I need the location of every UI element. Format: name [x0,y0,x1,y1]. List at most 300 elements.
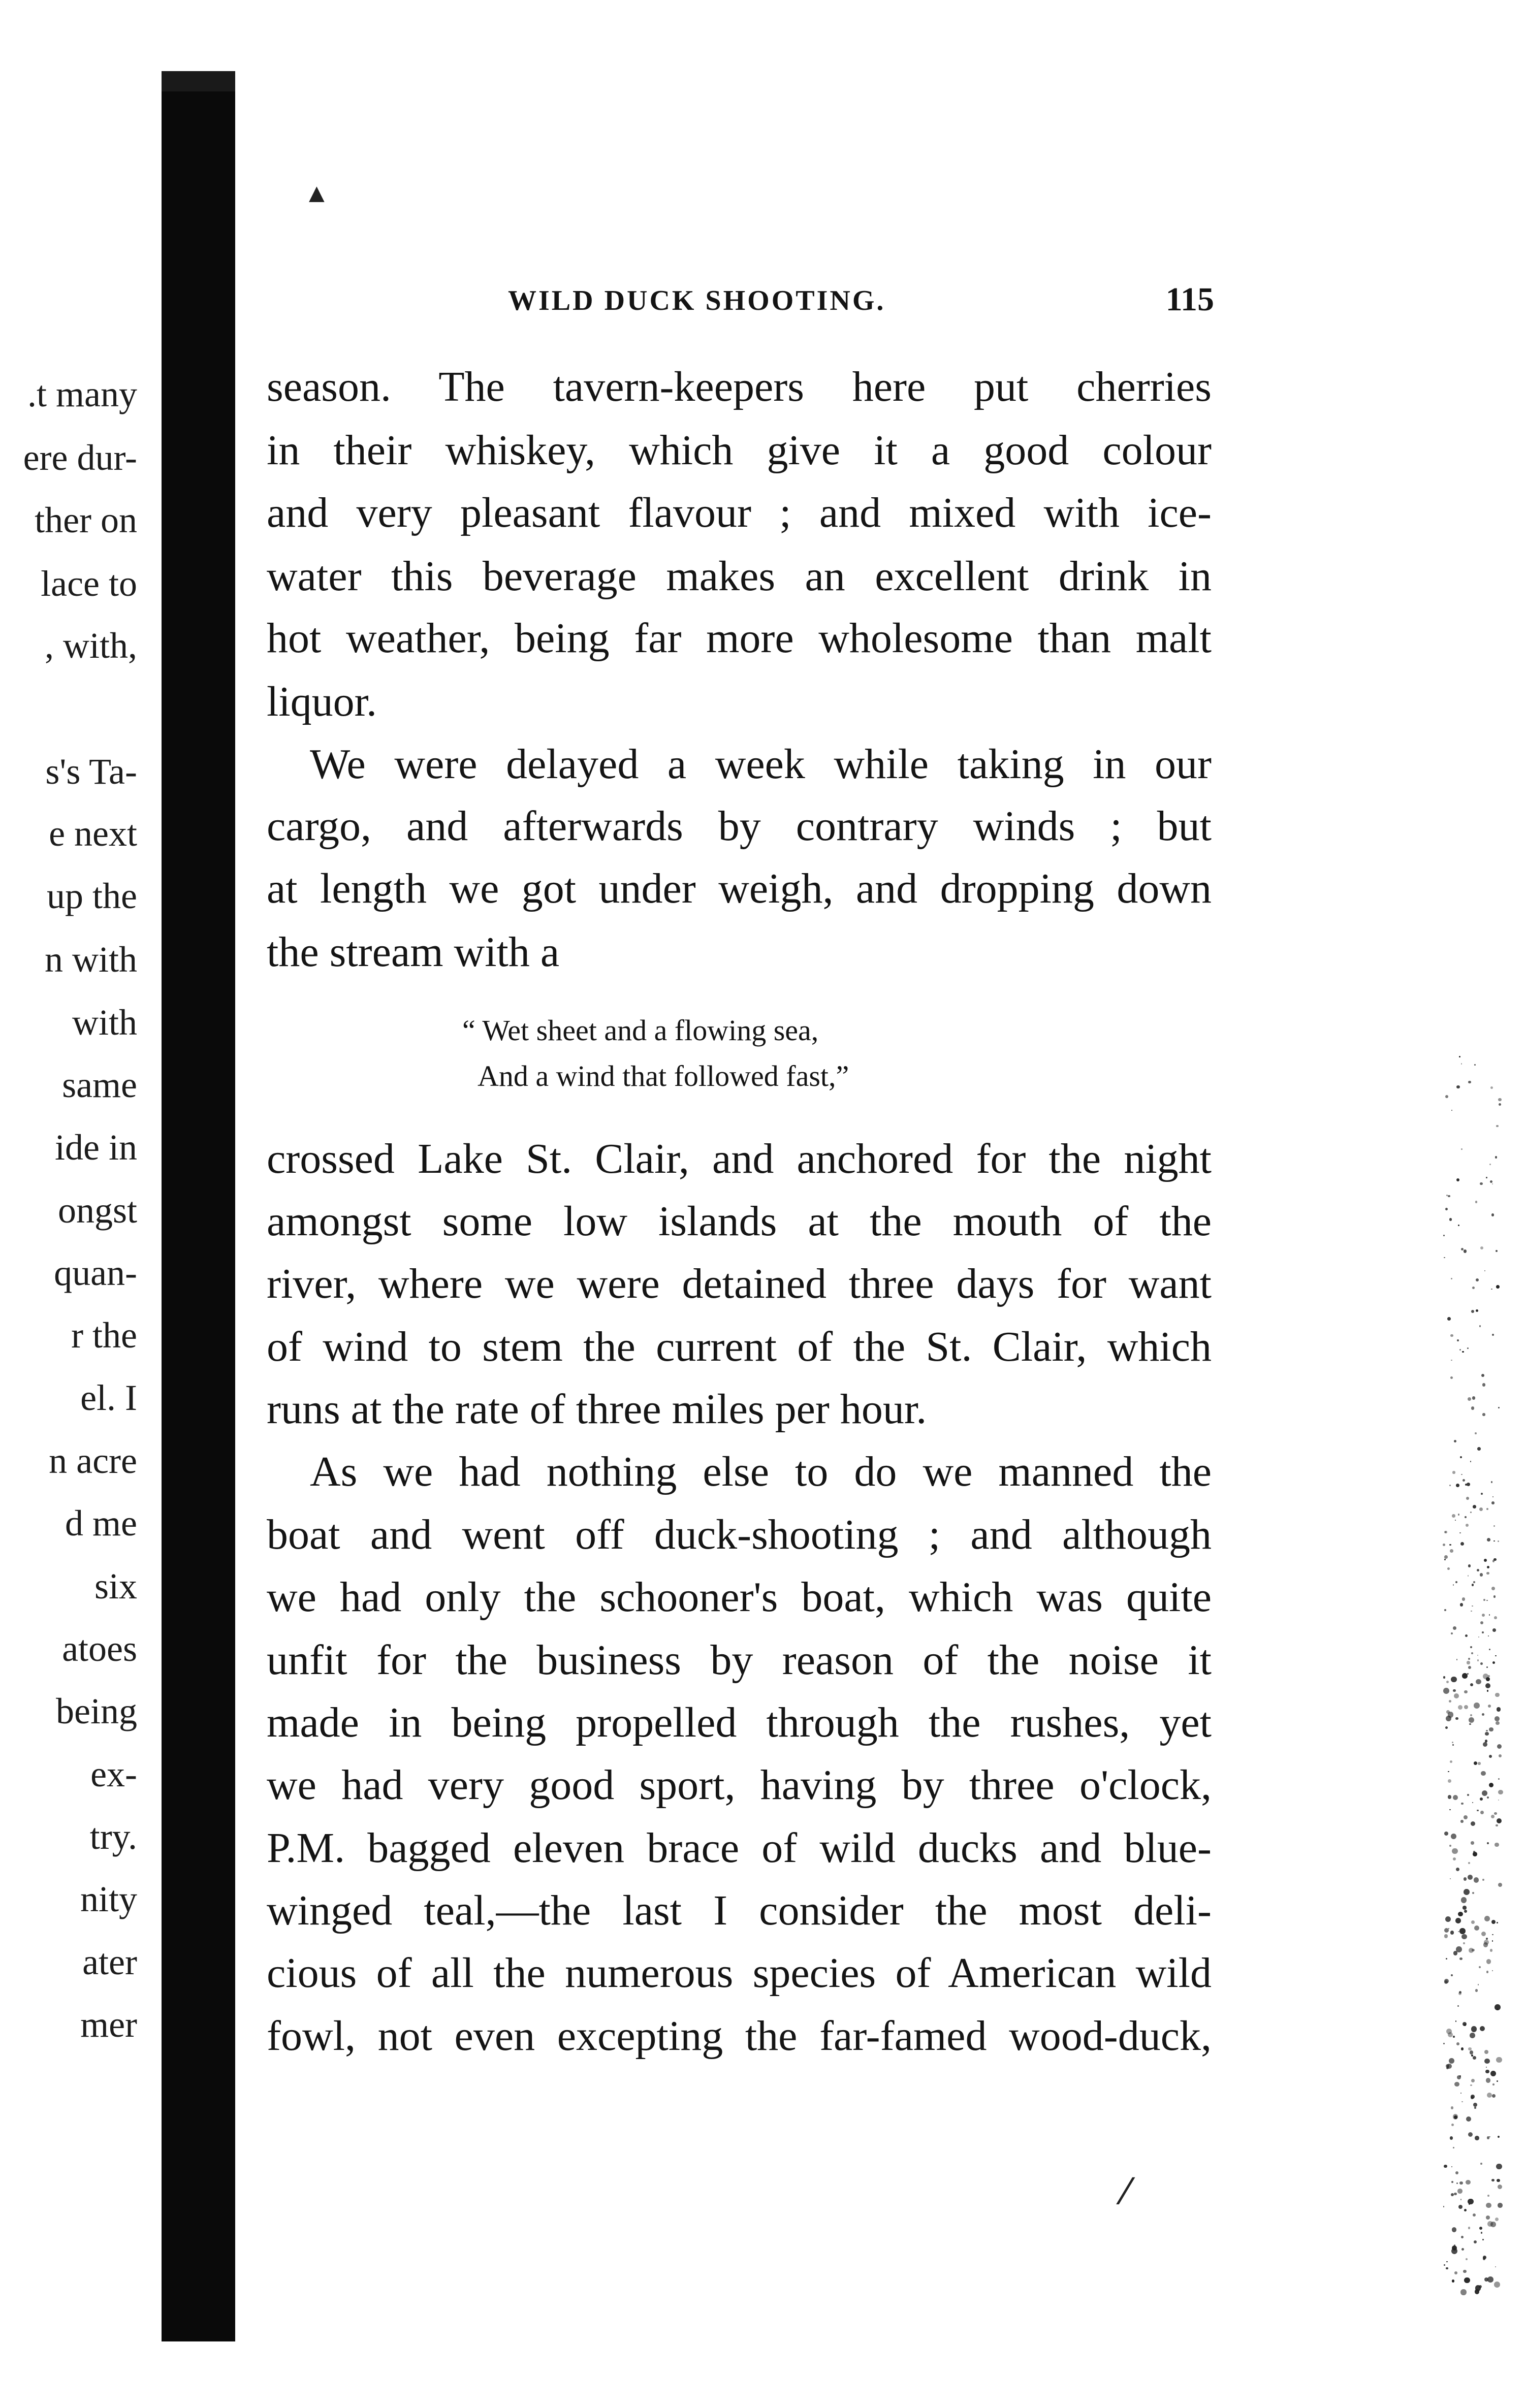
running-head-title: WILD DUCK SHOOTING. [508,285,886,316]
scan-speckle [1478,1636,1479,1638]
scan-speckle [1456,1868,1459,1871]
scan-speckle [1470,1683,1473,1686]
scan-speckle [1463,1906,1466,1909]
scan-speckle [1468,1081,1471,1084]
scan-speckle [1464,1815,1468,1819]
scan-speckle [1452,1742,1453,1743]
scan-speckle [1443,1676,1446,1679]
scan-speckle [1451,1834,1456,1839]
scan-speckle [1454,1693,1459,1698]
scan-speckle [1476,1679,1481,1685]
facing-line: ater [82,1942,137,1982]
scan-speckle [1464,1705,1468,1709]
scan-speckle [1461,2047,1464,2050]
scan-speckle [1491,1815,1495,1818]
scan-speckle [1486,2216,1490,2220]
scan-speckle [1468,1575,1469,1577]
scan-speckle [1453,1689,1456,1692]
scan-speckle [1489,2136,1490,2137]
scan-speckle [1466,2180,1470,2185]
scan-speckle [1471,2026,1477,2032]
scan-speckle [1471,1920,1475,1924]
scan-speckle [1488,1705,1491,1708]
scan-speckle [1459,2181,1463,2185]
scan-speckle [1473,2056,1476,2060]
scan-speckle [1457,2005,1459,2007]
binding-gutter [162,71,235,2341]
scan-speckle [1467,1661,1470,1664]
scan-speckle [1487,2195,1489,2197]
scan-speckle [1493,1558,1497,1561]
scan-speckle [1470,1646,1472,1648]
scan-speckle [1471,2079,1475,2082]
scan-speckle [1467,1347,1469,1349]
verse-quote-line-1: “ Wet sheet and a flowing sea, [462,1014,819,1047]
scan-speckle [1492,1661,1495,1664]
facing-line: ere dur- [23,437,137,478]
scan-speckle [1474,1877,1479,1882]
scan-speckle [1458,1225,1459,1226]
scan-speckle [1453,1857,1456,1861]
scan-speckle [1443,2043,1445,2044]
scan-speckle [1454,2082,1459,2087]
scan-speckle [1477,1810,1479,1812]
scan-speckle [1489,1649,1490,1650]
scan-speckle [1483,1942,1488,1947]
text-line: crossed Lake St. Clair, and anchored for the night [267,1135,1212,1182]
scan-speckle [1465,1516,1467,1518]
scan-speckle [1492,2094,1496,2098]
scan-speckle [1458,1514,1459,1515]
text-line: liquor. [267,678,377,725]
scan-speckle [1489,1164,1490,1165]
scan-speckle [1477,1655,1478,1656]
scan-speckle [1449,1218,1452,1221]
scan-speckle [1460,2093,1461,2094]
scan-speckle [1458,1705,1463,1710]
scan-speckle [1481,1374,1484,1377]
scan-speckle [1444,1531,1447,1533]
scan-speckle [1499,1103,1501,1106]
scan-speckle [1456,1659,1458,1660]
stray-mark: ▲ [309,181,325,205]
scan-speckle [1482,1790,1487,1796]
scan-speckle [1480,1797,1483,1801]
scan-speckle [1497,1744,1502,1749]
scan-speckle [1445,1208,1448,1210]
scan-speckle [1483,1742,1487,1747]
scan-speckle [1488,1635,1489,1636]
scan-speckle [1495,2266,1496,2267]
scan-speckle [1443,2206,1445,2207]
scan-speckle [1489,1783,1493,1787]
scan-speckle [1468,1862,1470,1864]
scan-speckle [1461,2101,1463,2102]
scan-speckle [1497,2080,1498,2082]
facing-line: n with [44,939,137,980]
scan-speckle [1482,2239,1484,2240]
scan-speckle [1475,1201,1478,1203]
scan-speckle [1483,2257,1485,2260]
scan-speckle [1492,2083,1494,2085]
text-line: winged teal,—the last I consider the most deli- [267,1887,1212,1934]
scan-speckle [1461,1803,1463,1805]
scan-speckle [1444,1832,1448,1836]
scan-speckle [1471,1406,1475,1410]
scan-speckle [1472,1287,1475,1289]
scan-speckle [1443,1544,1445,1546]
scan-speckle [1451,1974,1453,1976]
scan-speckle [1485,1683,1490,1688]
scan-speckle [1449,1700,1451,1703]
scan-speckle [1464,1877,1467,1881]
scan-speckle [1460,1820,1463,1822]
scan-speckle [1495,1843,1499,1847]
stray-mark: ⁄ [1123,2171,1129,2212]
scan-speckle [1475,1989,1478,1992]
scan-speckle [1458,1912,1463,1916]
scan-speckle [1446,1681,1449,1683]
scan-speckle [1486,2078,1491,2083]
scan-speckle [1463,1479,1465,1482]
scan-speckle [1446,1958,1447,1960]
scan-speckle [1472,1606,1473,1607]
scan-speckle [1448,1195,1450,1197]
scan-speckle [1471,1841,1474,1844]
scan-speckle [1452,1471,1455,1473]
scan-speckle [1480,2163,1482,2165]
scan-speckle [1486,1971,1489,1973]
scan-speckle [1471,1821,1476,1826]
facing-line: n acre [49,1440,137,1481]
scan-speckle [1470,1512,1472,1513]
text-line: cious of all the numerous species of American wild [267,1949,1212,1997]
scan-speckle [1486,2203,1491,2208]
scan-speckle [1466,1497,1469,1500]
facing-line: try. [89,1816,137,1857]
text-line: P.M. bagged eleven brace of wild ducks and blue- [267,1824,1212,1872]
scan-speckle [1449,2058,1455,2064]
scan-speckle [1490,1086,1493,1089]
scan-speckle [1445,1726,1448,1729]
scan-speckle [1444,1928,1449,1933]
scan-speckle [1449,1485,1451,1486]
scan-speckle [1463,1942,1466,1945]
scan-speckle [1456,1178,1459,1181]
binding-gutter-top [162,71,235,91]
scan-speckle [1467,1673,1469,1675]
scan-speckle [1462,1351,1464,1353]
scan-speckle [1473,1852,1477,1856]
scan-speckle [1468,1666,1471,1669]
scan-speckle [1470,2050,1474,2054]
scan-speckle [1466,2116,1471,2122]
scan-speckle [1474,2107,1476,2109]
scan-speckle [1495,1156,1497,1158]
scan-speckle [1480,1662,1483,1665]
scan-speckle [1478,1762,1480,1764]
scan-speckle [1454,2193,1456,2195]
scan-speckle [1498,1790,1503,1795]
scan-speckle [1453,2147,1454,2148]
scan-speckle [1468,2227,1470,2229]
facing-line: .t many [27,374,137,414]
scan-speckle [1473,2213,1476,2217]
scan-speckle [1486,1600,1487,1601]
scan-speckle [1491,1481,1492,1483]
scan-speckle [1464,2277,1470,2283]
scan-speckle [1473,1505,1476,1508]
scan-speckle [1456,1085,1460,1089]
scan-speckle [1461,1474,1463,1475]
scan-speckle [1459,1056,1460,1057]
facing-line: e next [49,813,137,854]
scan-speckle [1469,1717,1474,1723]
scan-speckle [1444,1934,1448,1938]
scan-speckle [1454,1440,1456,1442]
scan-speckle [1470,2084,1472,2086]
scan-speckle [1466,1524,1469,1527]
scan-speckle [1453,1626,1456,1630]
facing-line: r the [71,1315,137,1356]
scan-speckle [1450,2136,1453,2140]
text-line: at length we got under weigh, and dropping down [267,865,1212,912]
scan-speckle [1451,1110,1453,1111]
scan-speckle [1461,2248,1464,2251]
scan-speckle [1486,1730,1488,1732]
scan-speckle [1487,1538,1490,1542]
scan-speckle [1490,2071,1496,2076]
scan-speckle [1495,1716,1500,1721]
scan-speckle [1486,1959,1491,1964]
scan-speckle [1493,1525,1495,1527]
scan-speckle [1443,1688,1449,1694]
facing-line: ex- [90,1754,137,1794]
scan-speckle [1452,2227,1457,2232]
scan-speckle [1484,2059,1489,2064]
scan-speckle [1468,2132,1473,2137]
scan-speckle [1484,1916,1490,1921]
scan-speckle [1487,1566,1490,1569]
scan-speckle [1444,1257,1445,1258]
scan-speckle [1495,1655,1496,1656]
facing-line: ongst [57,1190,137,1231]
scan-speckle [1479,1966,1481,1968]
scan-speckle [1496,2164,1502,2169]
text-line: in their whiskey, which give it a good colour [267,427,1212,474]
scan-speckle [1451,1677,1457,1683]
scan-speckle [1464,1690,1467,1693]
scan-speckle [1451,1632,1453,1634]
scan-speckle [1494,1616,1497,1619]
scan-speckle [1453,2114,1458,2119]
scan-speckle [1482,1879,1484,1881]
scan-speckle [1457,2189,1462,2193]
scan-speckle [1481,1771,1485,1776]
scan-speckle [1490,1180,1492,1183]
scan-speckle [1466,2258,1468,2260]
scan-speckle [1449,1845,1451,1847]
scan-speckle [1499,1754,1502,1757]
facing-line: atoes [62,1628,137,1669]
scan-speckle [1446,2267,1448,2270]
scan-speckle [1448,1779,1451,1783]
scan-speckle [1461,2236,1464,2238]
facing-line: quan- [54,1253,137,1293]
scan-speckle [1469,1723,1471,1725]
scan-speckle [1462,1597,1465,1600]
scan-speckle [1487,2276,1493,2283]
scan-speckle [1496,1125,1499,1128]
text-line: river, where we were detained three days for want [267,1260,1212,1307]
scan-speckle [1476,1278,1479,1282]
scan-speckle [1492,1334,1494,1336]
scan-speckle [1487,1690,1489,1692]
scan-speckle [1474,2240,1477,2243]
scan-speckle [1495,1693,1499,1697]
scan-speckle [1453,1584,1454,1585]
scan-speckle [1472,1584,1474,1586]
scan-speckle [1444,1559,1446,1560]
text-line: fowl, not even excepting the far-famed wood-duck, [267,2012,1212,2060]
text-line: of wind to stem the current of the St. Clair, which [267,1323,1212,1370]
scan-speckle [1495,2218,1499,2221]
scan-speckle [1483,1599,1485,1601]
scan-speckle [1484,1559,1487,1562]
scan-speckle [1486,1177,1487,1178]
scan-speckle [1460,2289,1466,2295]
scan-speckle [1448,1771,1449,1773]
scan-speckle [1488,1675,1490,1677]
scan-speckle [1469,2203,1470,2205]
scan-speckle [1498,2136,1500,2138]
verse-quote-line-2: And a wind that followed fast,” [478,1059,849,1093]
scan-speckle [1487,2093,1492,2098]
scan-speckle [1491,2179,1495,2182]
scan-speckle [1472,1892,1474,1894]
scan-speckle [1452,1848,1457,1854]
scan-speckle [1459,1928,1465,1934]
text-line: season. The tavern-keepers here put cherries [267,363,1212,410]
scan-speckle [1480,1246,1483,1249]
scan-speckle [1487,1796,1489,1799]
scan-speckle [1452,1744,1454,1746]
scan-speckle [1482,1383,1486,1387]
scan-speckle [1472,1396,1476,1400]
scan-speckle [1481,2232,1482,2233]
scan-speckle [1485,2070,1489,2074]
paragraph-first-line: As we had nothing else to do we manned the [310,1448,1212,1495]
scan-speckle [1460,1542,1464,1546]
scan-speckle [1480,1621,1483,1624]
scan-speckle [1445,1916,1451,1922]
scan-speckle [1480,1182,1483,1185]
scan-speckle [1463,2270,1467,2273]
scan-speckle [1468,1564,1471,1567]
scan-speckle [1448,1795,1451,1799]
scan-speckle [1450,1334,1453,1337]
scan-speckle [1498,2185,1502,2189]
scan-speckle [1471,1652,1473,1654]
facing-line: el. I [80,1377,137,1418]
scan-speckle [1450,1931,1454,1935]
scan-speckle [1449,1809,1450,1810]
scan-speckle [1451,2166,1452,2167]
scan-speckle [1468,1658,1470,1660]
scan-speckle [1458,1931,1459,1933]
scan-speckle [1470,2033,1475,2038]
scan-speckle [1455,1520,1456,1521]
scan-speckle [1498,1778,1500,1780]
scan-speckle [1486,2067,1487,2068]
scan-speckle [1464,1889,1470,1895]
scan-speckle [1493,1595,1496,1598]
scan-speckle [1459,1349,1461,1351]
scan-speckle [1492,1628,1496,1632]
scan-speckle [1447,1317,1451,1321]
text-line: we had very good sport, having by three o'clock, [267,1761,1212,1809]
scan-speckle [1497,1922,1498,1923]
facing-line: , with, [44,625,137,666]
scan-speckle [1496,1721,1499,1725]
scan-speckle [1458,2205,1463,2209]
scan-speckle [1461,1148,1463,1150]
scan-speckle [1490,1949,1493,1952]
scan-speckle [1444,1609,1446,1611]
scan-speckle [1498,1407,1500,1408]
scan-speckle [1487,1842,1489,1844]
facing-line: lace to [41,563,137,604]
scan-speckle [1470,1461,1472,1462]
scan-speckle [1474,1703,1480,1709]
scan-speckle [1481,1932,1486,1936]
scan-speckle [1487,2221,1493,2227]
scan-speckle [1482,1413,1485,1416]
scan-speckle [1473,1581,1475,1583]
scan-speckle [1446,1710,1450,1714]
scan-speckle [1485,1732,1488,1736]
scan-speckle [1468,1397,1471,1401]
scan-speckle [1498,1883,1503,1887]
scan-speckle [1496,1285,1500,1289]
scan-speckle [1493,1540,1495,1542]
scan-speckle [1467,1483,1470,1486]
scan-speckle [1479,1507,1483,1511]
scan-speckle [1464,1910,1467,1913]
scan-speckle [1474,1064,1476,1066]
text-line: we had only the schooner's boat, which was quite [267,1574,1212,1621]
facing-line: up the [47,876,137,916]
scan-speckle [1454,2271,1457,2274]
scan-speckle [1446,1716,1451,1721]
facing-line: d me [65,1503,137,1544]
scan-speckle [1451,2181,1453,2183]
scan-speckle [1494,2282,1500,2288]
text-line: cargo, and afterwards by contrary winds ; but [267,802,1212,850]
scan-speckle [1486,1677,1490,1681]
scan-speckle [1479,2227,1482,2230]
scan-speckle [1467,1794,1469,1795]
scan-speckle [1453,2036,1454,2037]
text-line: boat and went off duck-shooting ; and although [267,1511,1212,1558]
scan-speckle [1460,1603,1464,1607]
scan-speckle [1450,1878,1451,1879]
scan-speckle [1451,1278,1452,1279]
scan-speckle [1461,1934,1467,1939]
scan-speckle [1456,2042,1459,2045]
scan-speckle [1455,1581,1457,1583]
scan-speckle [1491,1213,1495,1216]
